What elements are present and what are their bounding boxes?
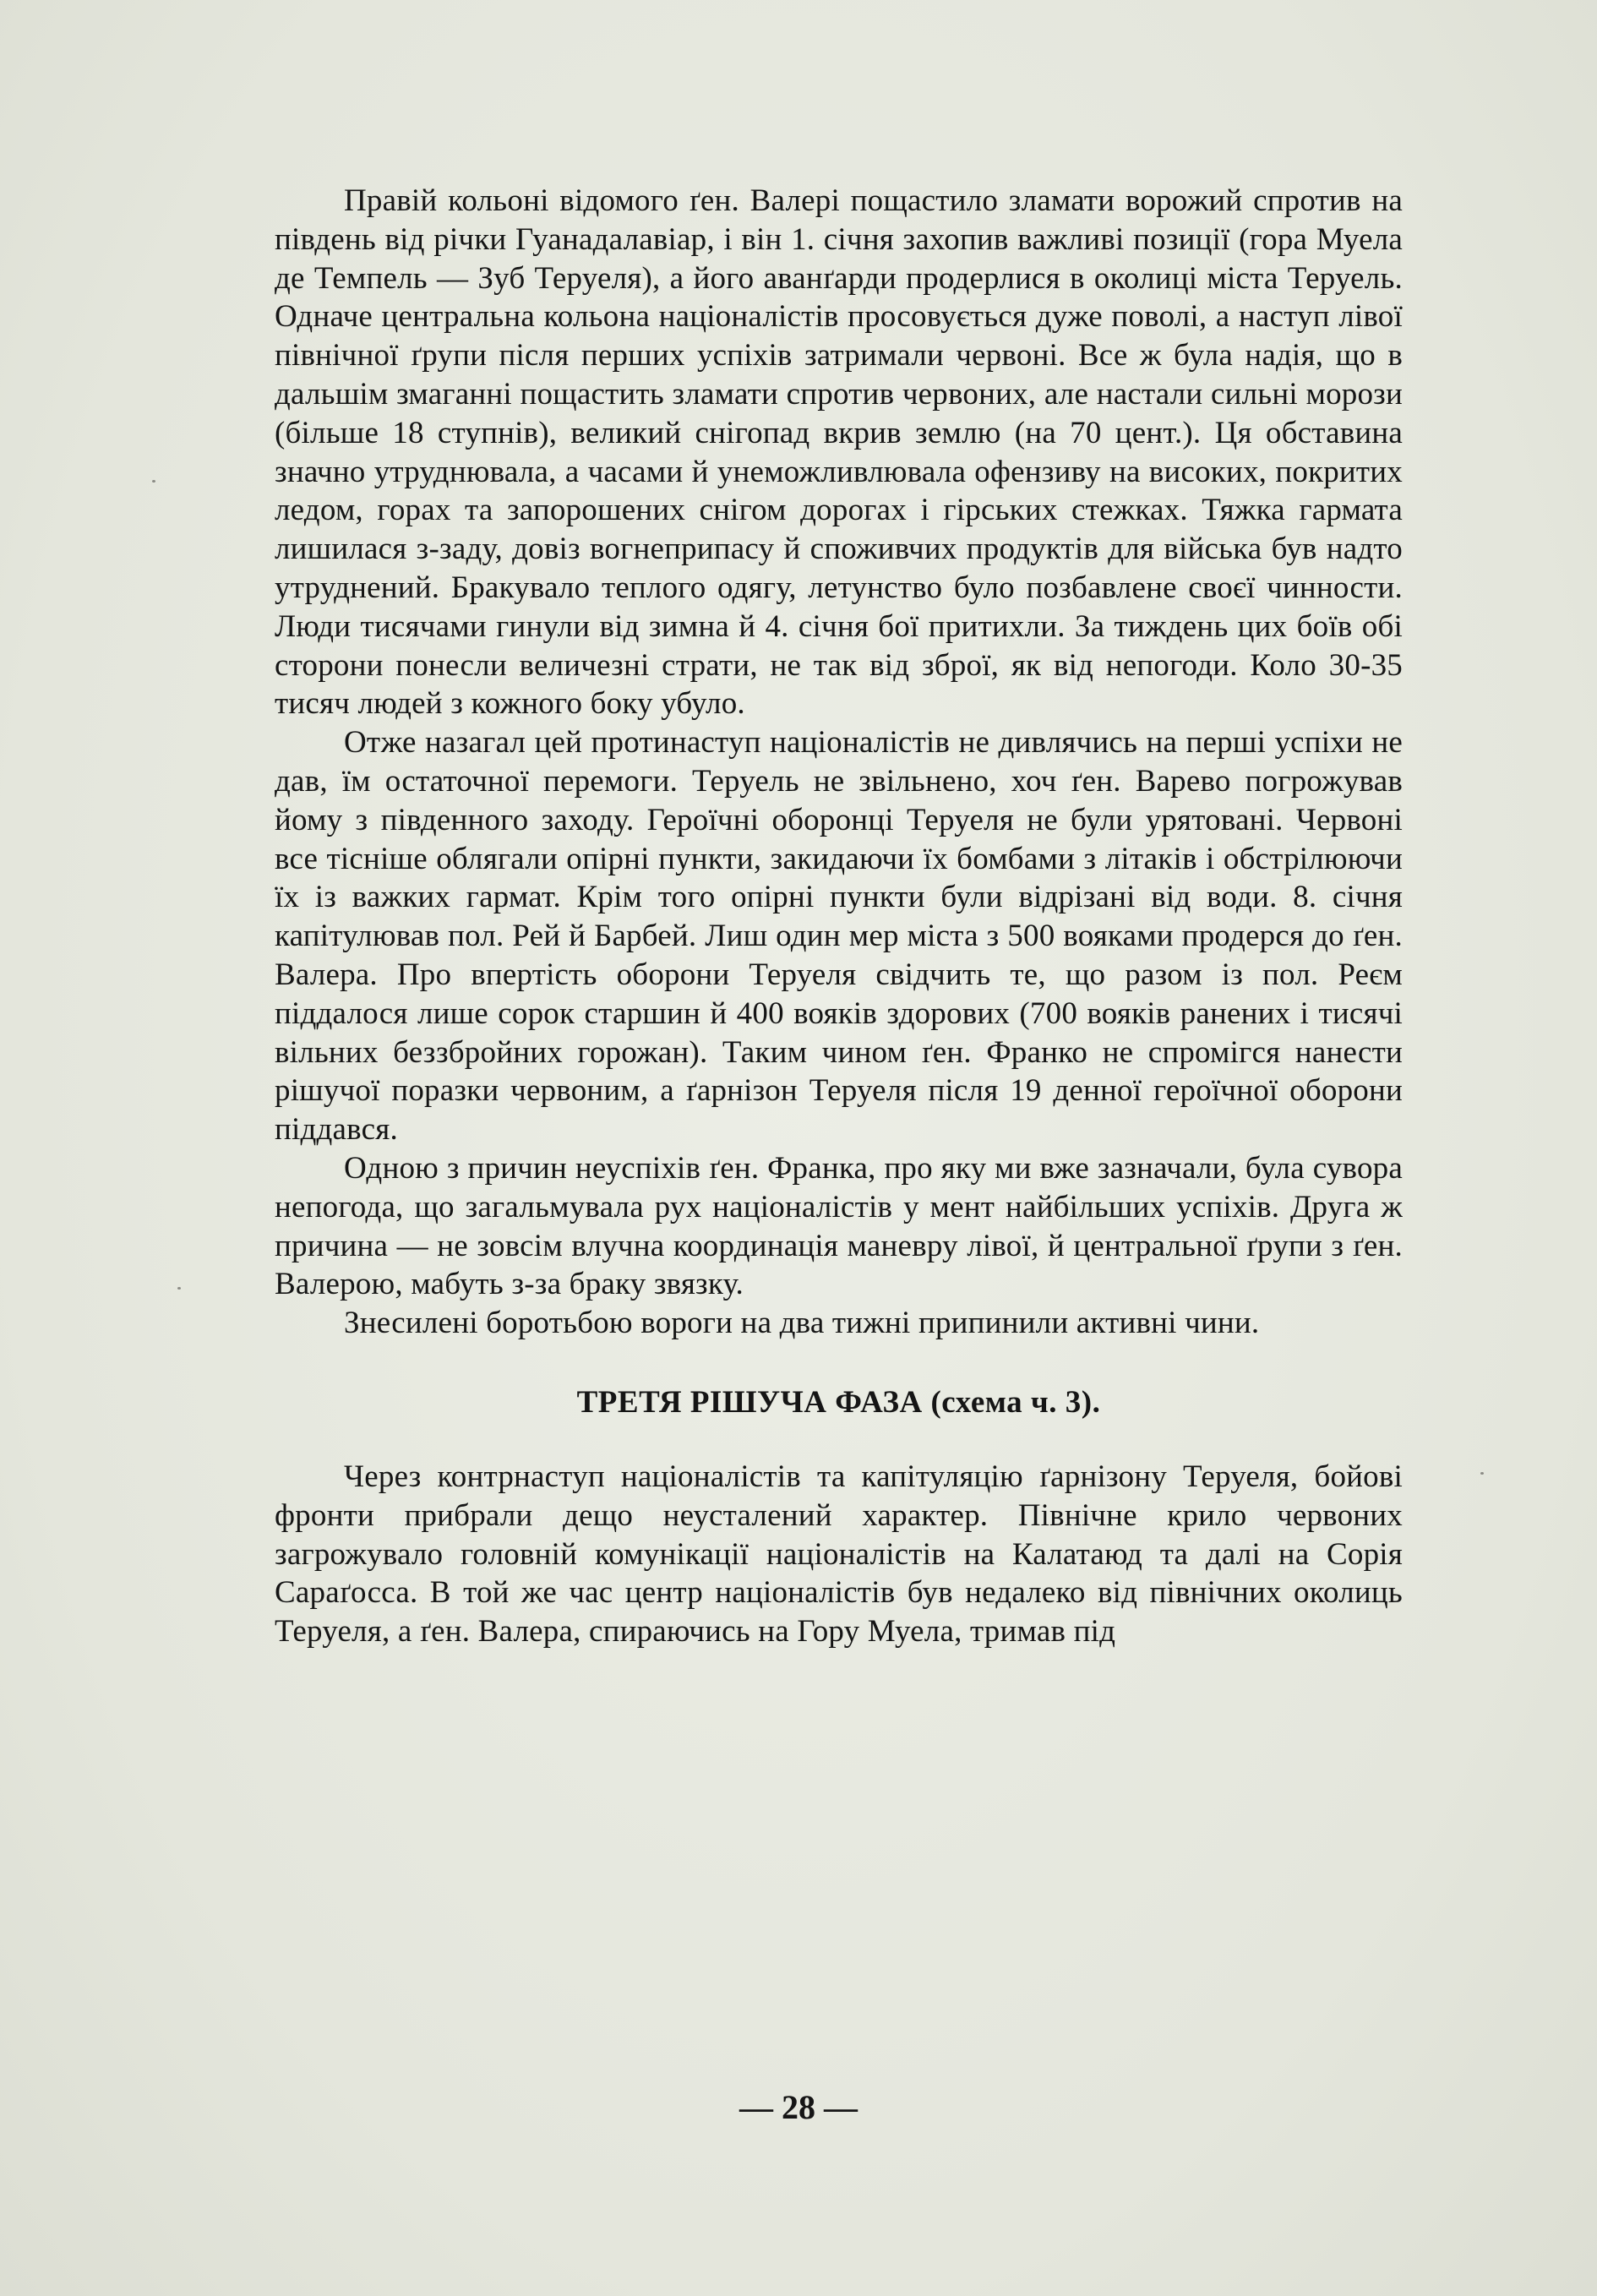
paper-speck — [1480, 1472, 1484, 1475]
text-column — [275, 182, 1403, 1651]
body-paragraph-3: Одною з причин неуспіхів ґен. Франка, про яку ми вже зазначали, була сувора непогода, що загальмувала рух націоналістів у мент найбільших успіхів. Друга ж причина — не зовсім влучна координація маневру лівої, й центральної ґрупи з ґен. Валерою, мабуть з-за браку звязку. — [275, 1150, 1403, 1302]
page-number: — 28 — — [739, 2088, 858, 2126]
body-paragraph-2: Отже назагал цей протинаступ націоналістів не дивлячись на перші успіхи не дав, їм остаточної перемоги. Теруель не звільнено, хоч ґен. Варево погрожував йому з південного заходу. Героїчні оборонці Теруеля не були урятовані. Червоні все тісніше облягали опірні пункти, закидаючи їх бомбами з літаків і обстрілюючи їх із важких гармат. Крім того опірні пункти були відрізані від води. 8. січня капітулював пол. Рей й Барбей. Лиш один мер міста з 500 вояками продерся до ґен. Валера. Про впертість оборони Теруеля свідчить те, що разом із пол. Реєм піддалося лише сорок старшин й 400 вояків здорових (700 вояків ранених і тисячі вільних беззбройних горожан). Таким чином ґен. Франко не спромігся нанести рішучої поразки червоним, а ґарнізон Теруеля після 19 денної героїчної оборони піддався. — [275, 725, 1403, 1148]
section-heading: ТРЕТЯ РІШУЧА ФАЗА (схема ч. 3). — [576, 1384, 1101, 1420]
section-paragraph-1: Через контрнаступ націоналістів та капітуляцію ґарнізону Теруеля, бойові фронти прибрали дещо неусталений характер. Північне крило червоних загрожувало головній комунікації націоналістів на Калатаюд та далі на Сорія Сараґосса. В той же час центр націоналістів був недалеко від північних околиць Теруеля, а ґен. Валера, спираючись на Гору Муела, тримав під — [275, 1459, 1403, 1650]
paper-speck — [177, 1287, 181, 1290]
paper-speck — [152, 480, 155, 483]
body-paragraph-1: Правій кольоні відомого ґен. Валері пощастило зламати ворожий спротив на південь від річки Гуанадалавіар, і він 1. січня захопив важливі позиції (гора Муела де Темпель — Зуб Теруеля), а його аванґарди продерлися в околиці міста Теруель. Одначе центральна кольона націоналістів просовується дуже поволі, а наступ лівої північної ґрупи після перших успіхів затримали червоні. Все ж була надія, що в дальшім змаганні пощастить зламати спротив червоних, але настали сильні морози (більше 18 ступнів), великий снігопад вкрив землю (на 70 цент.). Ця обставина значно утруднювала, а часами й унеможливлювала офензиву на високих, покритих ледом, горах та запорошених снігом дорогах і гірських стежках. Тяжка гармата лишилася з-заду, довіз вогнеприпасу й споживчих продуктів для війська був надто утруднений. Бракувало теплого одягу, летунство було позбавлене своєї чинности. Люди тисячами гинули від зимна й 4. січня бої притихли. За тиждень цих боїв обі сторони понесли величезні страти, не так від зброї, як від непогоди. Коло 30-35 тисяч людей з кожного боку убуло. — [275, 183, 1403, 722]
body-paragraph-4: Знесилені боротьбою вороги на два тижні припинили активні чини. — [344, 1306, 1260, 1341]
